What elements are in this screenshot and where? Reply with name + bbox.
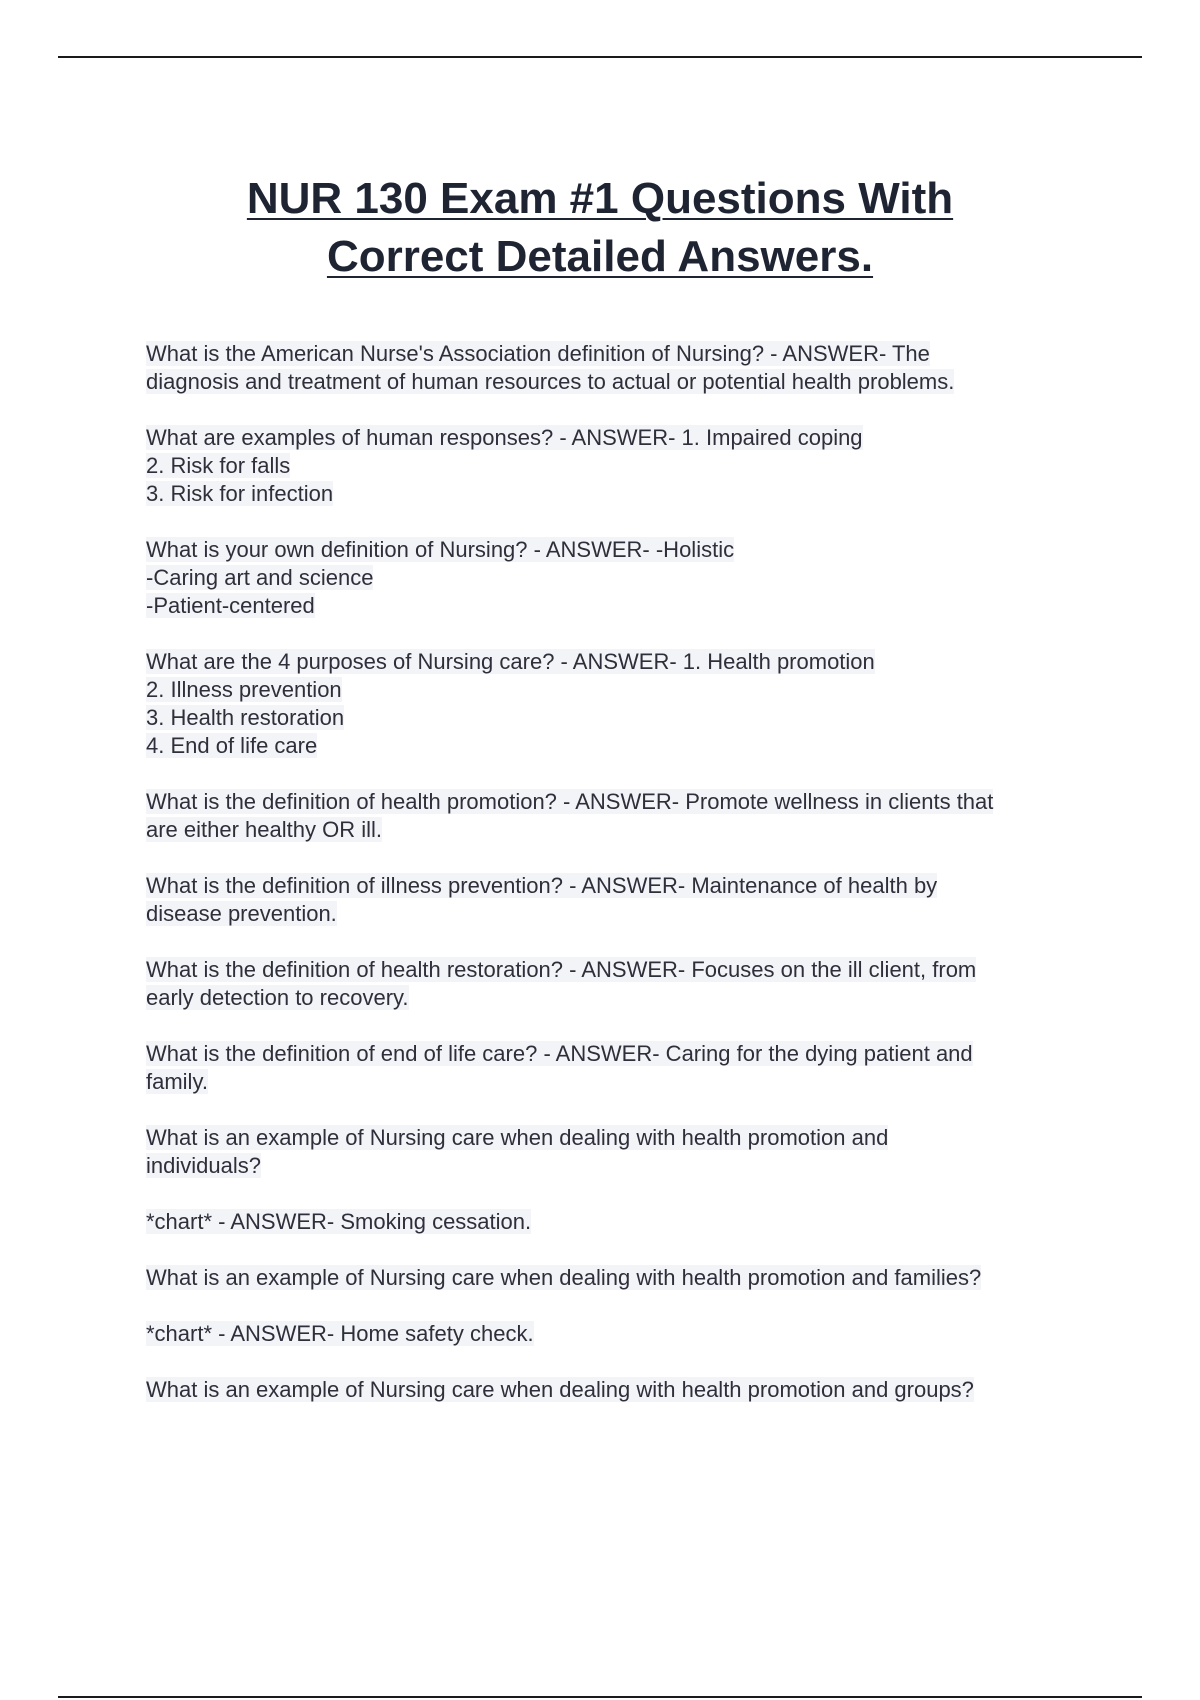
- qa-line-text: *chart* - ANSWER- Home safety check.: [146, 1321, 534, 1346]
- qa-item: [146, 424, 1086, 508]
- qa-line: [146, 816, 1086, 844]
- qa-item: [146, 788, 1086, 844]
- qa-line: [146, 1040, 1086, 1068]
- qa-line: [146, 1376, 1086, 1404]
- qa-line-text: 2. Illness prevention: [146, 677, 342, 702]
- qa-line: [146, 368, 1086, 396]
- qa-line-text: 2. Risk for falls: [146, 453, 291, 478]
- qa-line: [146, 340, 1086, 368]
- qa-line: [146, 1208, 1086, 1236]
- title-line-1: NUR 130 Exam #1 Questions With: [246, 174, 954, 223]
- qa-line: [146, 1068, 1086, 1096]
- qa-line-text: What are examples of human responses? - ANSWER- 1. Impaired coping: [146, 425, 863, 450]
- bottom-rule: [58, 1696, 1142, 1698]
- qa-item: [146, 340, 1086, 396]
- qa-line-text: What is an example of Nursing care when dealing with health promotion and families?: [146, 1265, 982, 1290]
- qa-line: [146, 1124, 1086, 1152]
- qa-line-text: *chart* - ANSWER- Smoking cessation.: [146, 1209, 532, 1234]
- qa-line-text: disease prevention.: [146, 901, 337, 926]
- qa-item: [146, 1124, 1086, 1180]
- qa-line-text: 4. End of life care: [146, 733, 318, 758]
- qa-line: [146, 984, 1086, 1012]
- qa-line-text: What is the definition of illness prevention? - ANSWER- Maintenance of health by: [146, 873, 938, 898]
- qa-item: [146, 1208, 1086, 1236]
- qa-line: [146, 424, 1086, 452]
- qa-line-text: -Patient-centered: [146, 593, 315, 618]
- qa-line-text: 3. Risk for infection: [146, 481, 334, 506]
- qa-line: [146, 788, 1086, 816]
- qa-line-text: What is the definition of health promotion? - ANSWER- Promote wellness in clients that: [146, 789, 994, 814]
- qa-item: [146, 956, 1086, 1012]
- qa-item: [146, 536, 1086, 620]
- qa-item: [146, 648, 1086, 760]
- qa-line-text: 3. Health restoration: [146, 705, 345, 730]
- qa-line-text: -Caring art and science: [146, 565, 374, 590]
- qa-line: [146, 480, 1086, 508]
- qa-line: [146, 1152, 1086, 1180]
- qa-line: [146, 704, 1086, 732]
- qa-line-text: are either healthy OR ill.: [146, 817, 382, 842]
- qa-line-text: What is the definition of health restoration? - ANSWER- Focuses on the ill client, from: [146, 957, 977, 982]
- qa-line: [146, 676, 1086, 704]
- qa-line-text: What is an example of Nursing care when dealing with health promotion and groups?: [146, 1377, 974, 1402]
- qa-item: [146, 1376, 1086, 1404]
- qa-item: [146, 1040, 1086, 1096]
- qa-line-text: What is your own definition of Nursing? - ANSWER- -Holistic: [146, 537, 735, 562]
- qa-line: [146, 648, 1086, 676]
- qa-line: [146, 536, 1086, 564]
- qa-line: [146, 564, 1086, 592]
- qa-line: [146, 872, 1086, 900]
- qa-line: [146, 592, 1086, 620]
- qa-item: [146, 872, 1086, 928]
- qa-line-text: What is the definition of end of life care? - ANSWER- Caring for the dying patient and: [146, 1041, 973, 1066]
- qa-line-text: diagnosis and treatment of human resources to actual or potential health problems.: [146, 369, 955, 394]
- top-rule: [58, 56, 1142, 58]
- qa-line-text: What is the American Nurse's Association definition of Nursing? - ANSWER- The: [146, 341, 930, 366]
- qa-line: [146, 452, 1086, 480]
- qa-line-text: What is an example of Nursing care when dealing with health promotion and: [146, 1125, 889, 1150]
- qa-line: [146, 732, 1086, 760]
- qa-line: [146, 1320, 1086, 1348]
- qa-line: [146, 1264, 1086, 1292]
- qa-item: [146, 1264, 1086, 1292]
- qa-line: [146, 900, 1086, 928]
- qa-line-text: family.: [146, 1069, 208, 1094]
- title-line-2: Correct Detailed Answers.: [326, 232, 874, 281]
- qa-item: [146, 1320, 1086, 1348]
- qa-line: [146, 956, 1086, 984]
- qa-line-text: What are the 4 purposes of Nursing care? - ANSWER- 1. Health promotion: [146, 649, 875, 674]
- qa-line-text: early detection to recovery.: [146, 985, 409, 1010]
- qa-line-text: individuals?: [146, 1153, 261, 1178]
- qa-list: [146, 340, 1086, 1432]
- document-title: [0, 170, 1200, 286]
